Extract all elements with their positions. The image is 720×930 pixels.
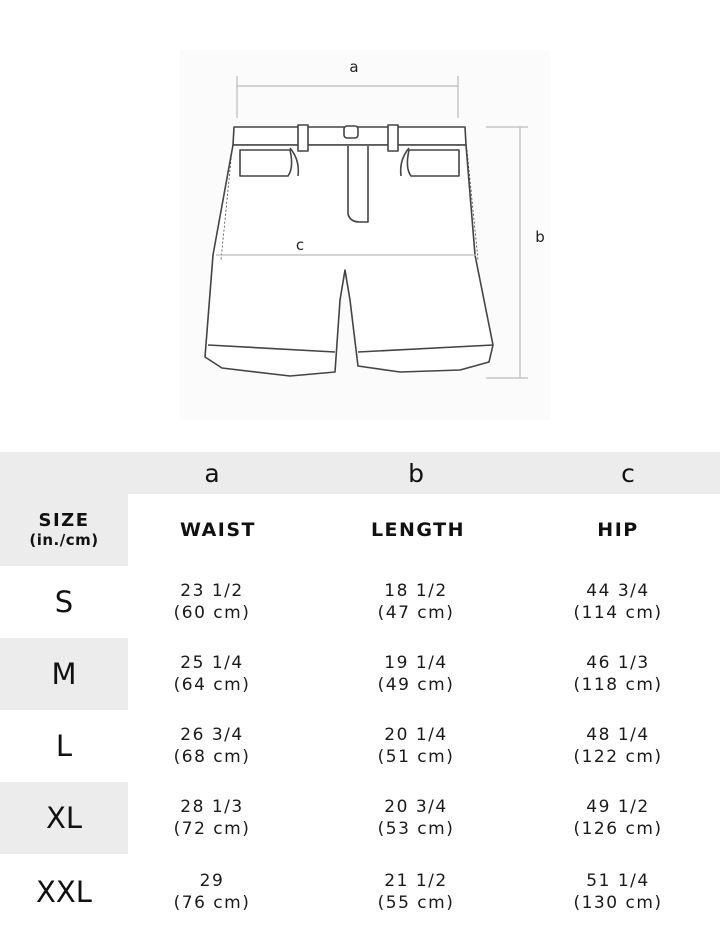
value-inches: 46 1/3 bbox=[586, 652, 650, 673]
value-inches: 18 1/2 bbox=[384, 580, 448, 601]
size-cell-l: L bbox=[55, 729, 73, 763]
value-inches: 20 3/4 bbox=[384, 796, 448, 817]
value-inches: 29 bbox=[199, 870, 225, 891]
value-inches: 20 1/4 bbox=[384, 724, 448, 745]
table-cell-length-s bbox=[296, 566, 536, 638]
column-header-length: LENGTH bbox=[370, 519, 466, 541]
column-letter-a: a bbox=[204, 458, 220, 488]
value-cm: (51 cm) bbox=[377, 747, 455, 767]
value-cm: (49 cm) bbox=[377, 675, 455, 695]
shorts-outline-illustration bbox=[0, 0, 720, 450]
table-cell-hip-s bbox=[536, 566, 700, 638]
value-inches: 19 1/4 bbox=[384, 652, 448, 673]
value-cm: (130 cm) bbox=[573, 893, 663, 913]
value-cm: (122 cm) bbox=[573, 747, 663, 767]
size-cell-xxl: XXL bbox=[36, 875, 92, 909]
table-cell-waist-s bbox=[128, 566, 296, 638]
table-cell-length-xl bbox=[296, 782, 536, 854]
column-letter-b: b bbox=[408, 458, 424, 488]
value-inches: 23 1/2 bbox=[180, 580, 244, 601]
size-chart-table bbox=[0, 452, 720, 930]
value-inches: 51 1/4 bbox=[586, 870, 650, 891]
value-cm: (114 cm) bbox=[573, 603, 663, 623]
value-inches: 26 3/4 bbox=[180, 724, 244, 745]
value-inches: 44 3/4 bbox=[586, 580, 650, 601]
table-cell-hip-m bbox=[536, 638, 700, 710]
value-cm: (47 cm) bbox=[377, 603, 455, 623]
value-cm: (53 cm) bbox=[377, 819, 455, 839]
table-cell-waist-xxl bbox=[128, 854, 296, 930]
value-inches: 49 1/2 bbox=[586, 796, 650, 817]
table-cell-hip-xxl bbox=[536, 854, 700, 930]
value-cm: (76 cm) bbox=[173, 893, 251, 913]
table-cell-waist-m bbox=[128, 638, 296, 710]
value-inches: 48 1/4 bbox=[586, 724, 650, 745]
shorts-measurement-diagram bbox=[0, 0, 720, 450]
dimension-c-label: c bbox=[295, 236, 305, 254]
size-cell-m: M bbox=[51, 657, 77, 691]
value-inches: 25 1/4 bbox=[180, 652, 244, 673]
value-cm: (64 cm) bbox=[173, 675, 251, 695]
size-header-unit: (in./cm) bbox=[29, 530, 99, 549]
value-cm: (60 cm) bbox=[173, 603, 251, 623]
table-cell-length-xxl bbox=[296, 854, 536, 930]
table-cell-waist-xl bbox=[128, 782, 296, 854]
table-cell-waist-l bbox=[128, 710, 296, 782]
value-cm: (68 cm) bbox=[173, 747, 251, 767]
value-inches: 28 1/3 bbox=[180, 796, 244, 817]
value-cm: (126 cm) bbox=[573, 819, 663, 839]
size-header bbox=[0, 494, 128, 566]
column-header-hip: HIP bbox=[597, 519, 639, 541]
column-letter-c: c bbox=[621, 458, 635, 488]
table-cell-length-l bbox=[296, 710, 536, 782]
table-cell-hip-l bbox=[536, 710, 700, 782]
value-cm: (55 cm) bbox=[377, 893, 455, 913]
column-header-waist: WAIST bbox=[179, 519, 257, 541]
dimension-b-label: b bbox=[535, 228, 545, 246]
value-cm: (72 cm) bbox=[173, 819, 251, 839]
size-cell-s: S bbox=[54, 585, 74, 619]
value-cm: (118 cm) bbox=[573, 675, 663, 695]
value-inches: 21 1/2 bbox=[384, 870, 448, 891]
table-cell-length-m bbox=[296, 638, 536, 710]
size-header-title: SIZE bbox=[38, 510, 90, 532]
size-cell-xl: XL bbox=[45, 801, 83, 835]
table-cell-hip-xl bbox=[536, 782, 700, 854]
dimension-a-label: a bbox=[349, 58, 359, 76]
